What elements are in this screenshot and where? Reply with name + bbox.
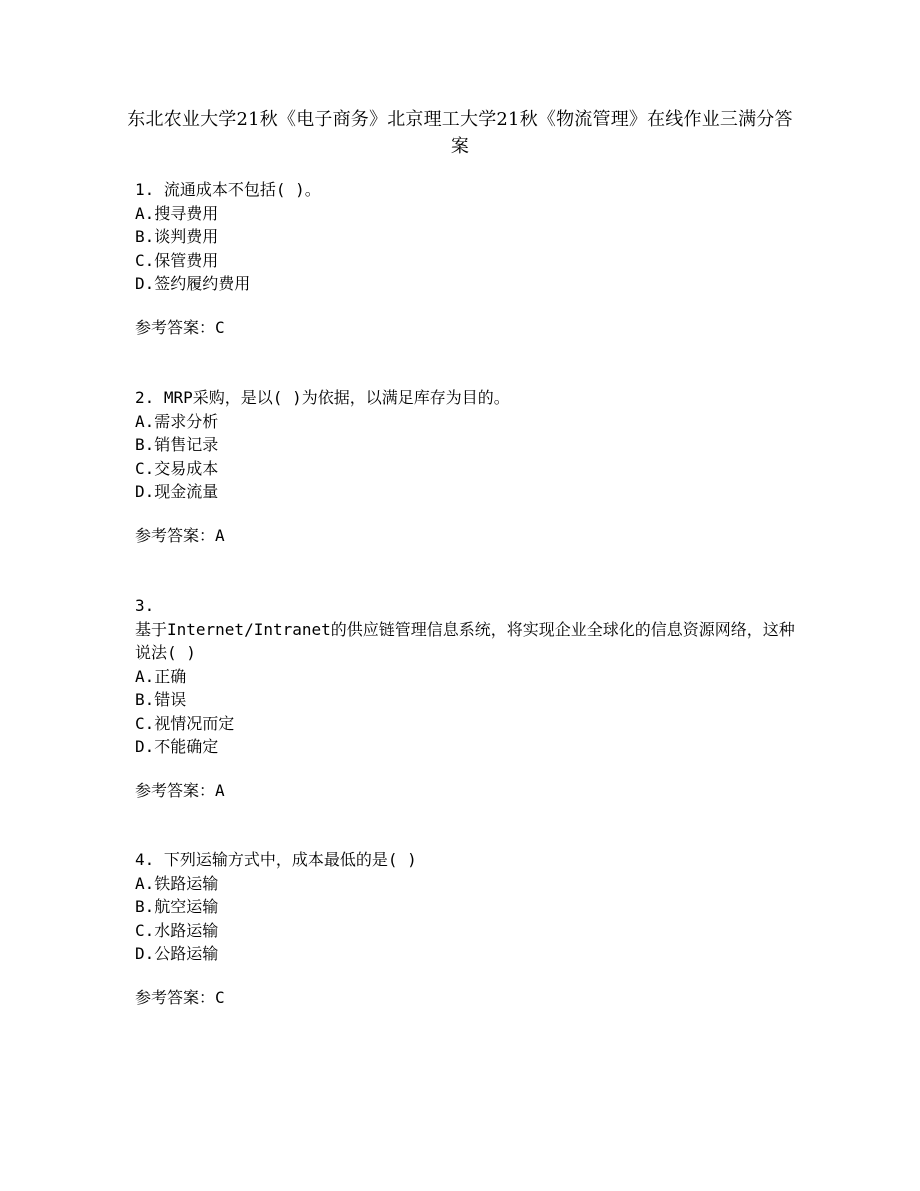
- answer-label: 参考答案：: [135, 525, 216, 545]
- question-number: 3.: [135, 596, 155, 615]
- option-a: A.搜寻费用: [135, 203, 219, 223]
- answer-line: [135, 779, 795, 803]
- question-stem: 4. 下列运输方式中，成本最低的是( ): [135, 850, 417, 869]
- answer-value: C: [215, 317, 225, 337]
- option-b: B.谈判费用: [135, 227, 219, 246]
- question-4: [135, 848, 795, 1009]
- question-stem: 1. 流通成本不包括( )。: [135, 180, 321, 199]
- option-c: C.水路运输: [135, 920, 219, 940]
- option-b: B.销售记录: [135, 435, 219, 454]
- option-c: C.保管费用: [135, 250, 219, 270]
- answer-value: A: [215, 525, 225, 545]
- option-a: A.需求分析: [135, 411, 219, 431]
- option-d: D.公路运输: [135, 944, 219, 963]
- question-stem: 2. MRP采购，是以( )为依据，以满足库存为目的。: [135, 388, 510, 407]
- document-title: 东北农业大学21秋《电子商务》北京理工大学21秋《物流管理》在线作业三满分答案: [127, 109, 793, 157]
- answer-line: [135, 316, 795, 340]
- answer-label: 参考答案：: [135, 317, 216, 337]
- question-3: [135, 594, 795, 802]
- answer-label: 参考答案：: [135, 780, 216, 800]
- question-2: [135, 386, 795, 547]
- answer-value: C: [215, 987, 225, 1007]
- option-d: D.现金流量: [135, 482, 219, 501]
- answer-line: [135, 986, 795, 1010]
- answer-line: [135, 524, 795, 548]
- answer-label: 参考答案：: [135, 987, 216, 1007]
- question-stem: 基于Internet/Intranet的供应链管理信息系统，将实现企业全球化的信息资源网络，这种说法( ): [135, 619, 795, 662]
- option-c: C.交易成本: [135, 458, 219, 478]
- option-a: A.铁路运输: [135, 873, 219, 893]
- option-b: B.错误: [135, 690, 187, 709]
- question-1: [135, 178, 795, 339]
- option-b: B.航空运输: [135, 897, 219, 916]
- answer-value: A: [215, 780, 225, 800]
- option-d: D.不能确定: [135, 737, 219, 756]
- option-c: C.视情况而定: [135, 713, 235, 733]
- option-a: A.正确: [135, 666, 187, 686]
- option-d: D.签约履约费用: [135, 274, 251, 293]
